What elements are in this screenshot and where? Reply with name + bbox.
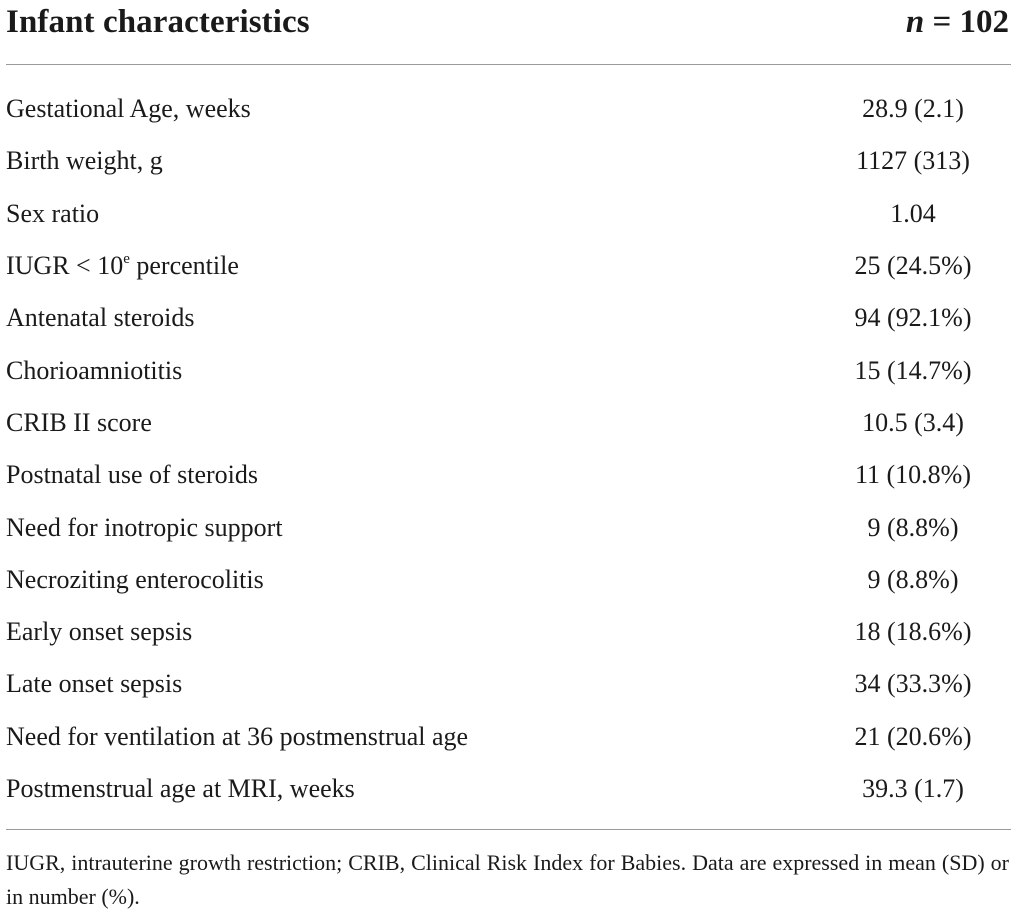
- row-label: Early onset sepsis: [6, 617, 193, 647]
- row-value: 1127 (313): [856, 146, 970, 176]
- row-value: 28.9 (2.1): [862, 94, 964, 124]
- row-label: Need for inotropic support: [6, 512, 283, 542]
- row-value: 9 (8.8%): [867, 512, 959, 542]
- table-row: [6, 554, 1011, 606]
- table-row: [6, 658, 1011, 710]
- row-value: 94 (92.1%): [854, 303, 972, 333]
- row-label: Need for ventilation at 36 postmenstrual age: [6, 721, 469, 751]
- table-row: [6, 240, 1011, 292]
- row-value: 39.3 (1.7): [862, 774, 964, 803]
- table-row: [6, 711, 1011, 763]
- table-row: [6, 292, 1011, 344]
- row-value: 1.04: [890, 198, 936, 228]
- row-label: [6, 251, 239, 281]
- row-label-prefix: IUGR < 10: [6, 251, 124, 281]
- row-label: Late onset sepsis: [6, 669, 183, 699]
- table-row: [6, 397, 1011, 449]
- header-n-value: = 102: [932, 3, 1009, 40]
- table-body: [6, 83, 1011, 815]
- table-header: [6, 0, 1009, 44]
- row-value: 34 (33.3%): [854, 669, 972, 699]
- table-row: [6, 501, 1011, 553]
- header-sample-size: [906, 4, 1009, 41]
- row-label: CRIB II score: [6, 407, 152, 437]
- row-value: 11 (10.8%): [854, 460, 971, 490]
- header-label: Infant characteristics: [6, 3, 310, 40]
- footer-rule: [6, 829, 1011, 830]
- row-value: 9 (8.8%): [867, 564, 959, 594]
- row-value: 15 (14.7%): [854, 355, 972, 385]
- row-label-superscript: e: [123, 251, 130, 268]
- table-row: [6, 606, 1011, 658]
- row-label: Gestational Age, weeks: [6, 94, 251, 124]
- row-label: Sex ratio: [6, 198, 100, 228]
- row-label: Antenatal steroids: [6, 303, 195, 333]
- table-row: [6, 83, 1011, 135]
- table-row: [6, 188, 1011, 240]
- row-label: Chorioamniotitis: [6, 355, 183, 385]
- row-value: 10.5 (3.4): [862, 407, 964, 437]
- header-rule: [6, 64, 1011, 65]
- row-label-suffix: percentile: [129, 251, 239, 281]
- table-row: [6, 135, 1011, 187]
- row-label: Necroziting enterocolitis: [6, 564, 264, 594]
- row-value: 21 (20.6%): [854, 721, 972, 751]
- header-n-symbol: n: [905, 3, 925, 40]
- row-label: Postnatal use of steroids: [6, 460, 259, 490]
- table-footnote: IUGR, intrauterine growth restriction; CRIB, Clinical Risk Index for Babies. Data are expressed in mean (SD) or in number (%).: [6, 850, 1009, 909]
- row-label: Postmenstrual age at MRI, weeks: [6, 774, 355, 803]
- table-row: [6, 344, 1011, 396]
- row-value: 18 (18.6%): [854, 617, 972, 647]
- row-label: Birth weight, g: [6, 146, 163, 176]
- row-value: 25 (24.5%): [854, 251, 972, 281]
- table-row: [6, 763, 1011, 815]
- table-row: [6, 449, 1011, 501]
